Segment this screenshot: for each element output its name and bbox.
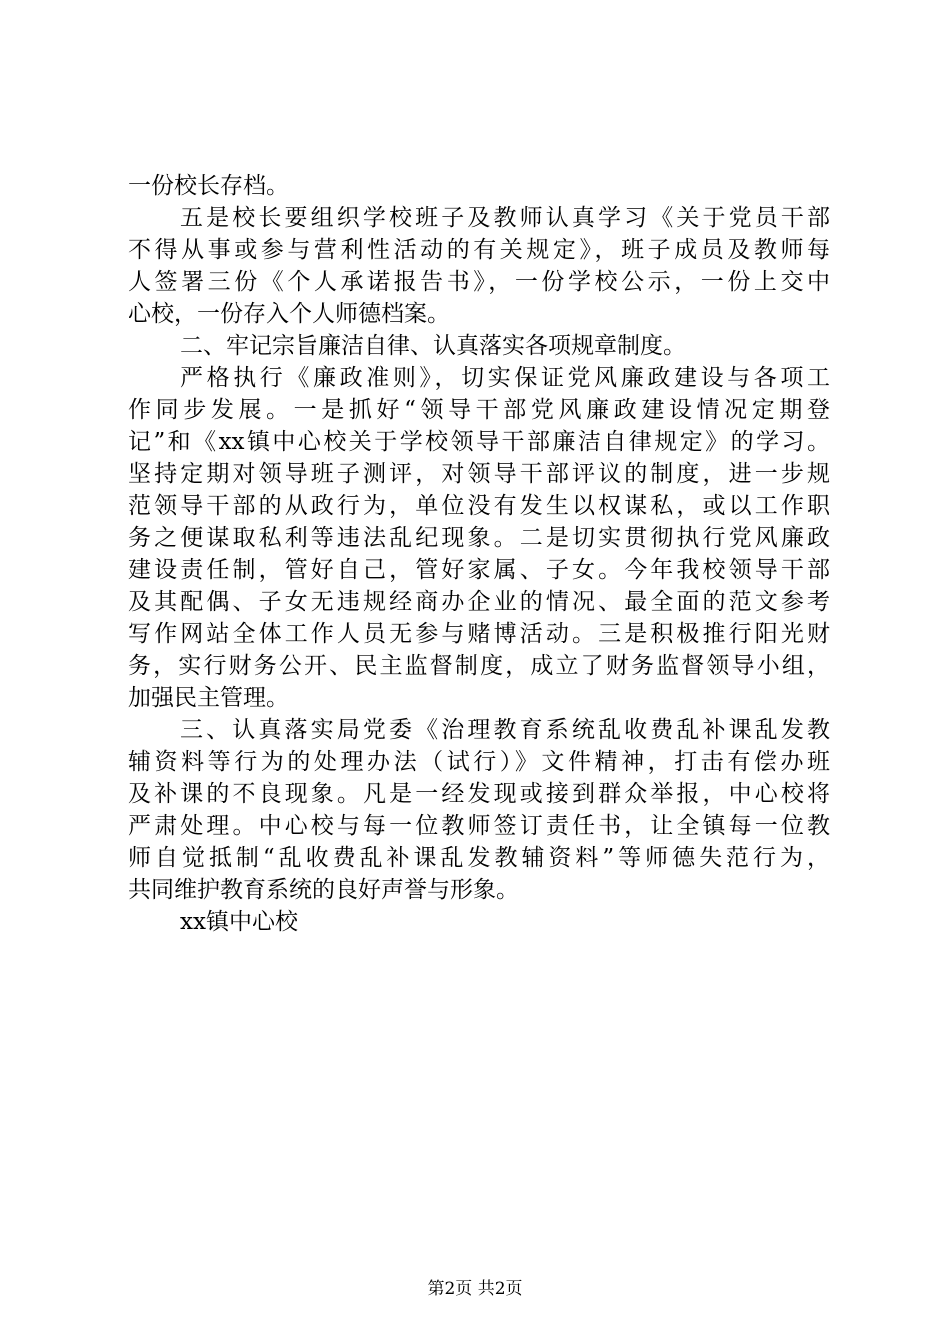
text-line: 作同步发展。一是抓好“领导干部党风廉政建设情况定期登 <box>128 397 830 423</box>
text-line: 加强民主管理。 <box>128 685 289 711</box>
page-footer: 第2页 共2页 <box>427 1279 523 1299</box>
text-line: 人签署三份《个人承诺报告书》，一份学校公示，一份上交中 <box>128 269 830 295</box>
text-line: 三、认真落实局党委《治理教育系统乱收费乱补课乱发教 <box>180 717 830 743</box>
text-line: 务，实行财务公开、民主监督制度，成立了财务监督领导小组， <box>128 653 830 679</box>
text-line: 建设责任制，管好自己，管好家属、子女。今年我校领导干部 <box>128 557 830 583</box>
text-line: 共同维护教育系统的良好声誉与形象。 <box>128 877 519 903</box>
text-line: 务之便谋取私利等违法乱纪现象。二是切实贯彻执行党风廉政 <box>128 525 830 551</box>
text-line: 五是校长要组织学校班子及教师认真学习《关于党员干部 <box>180 205 830 231</box>
text-line: 严肃处理。中心校与每一位教师签订责任书，让全镇每一位教 <box>128 813 830 839</box>
text-line: 不得从事或参与营利性活动的有关规定》，班子成员及教师每 <box>128 237 830 263</box>
text-line: 师自觉抵制“乱收费乱补课乱发教辅资料”等师德失范行为， <box>128 845 830 871</box>
text-line: 及其配偶、子女无违规经商办企业的情况、最全面的范文参考 <box>128 589 830 615</box>
text-line: 记”和《xx镇中心校关于学校领导干部廉洁自律规定》的学习。 <box>128 429 830 455</box>
text-line: 二、牢记宗旨廉洁自律、认真落实各项规章制度。 <box>180 333 686 359</box>
text-line: 严格执行《廉政准则》，切实保证党风廉政建设与各项工 <box>180 365 830 391</box>
text-line: 心校，一份存入个人师德档案。 <box>128 301 450 327</box>
text-line: xx镇中心校 <box>180 909 298 935</box>
text-line: 范领导干部的从政行为，单位没有发生以权谋私，或以工作职 <box>128 493 830 519</box>
text-line: 坚持定期对领导班子测评，对领导干部评议的制度，进一步规 <box>128 461 830 487</box>
text-line: 写作网站全体工作人员无参与赌博活动。三是积极推行阳光财 <box>128 621 830 647</box>
text-line: 辅资料等行为的处理办法（试行）》文件精神，打击有偿办班 <box>128 749 830 775</box>
document-body <box>128 170 830 938</box>
text-line: 一份校长存档。 <box>128 173 289 199</box>
text-line: 及补课的不良现象。凡是一经发现或接到群众举报，中心校将 <box>128 781 830 807</box>
